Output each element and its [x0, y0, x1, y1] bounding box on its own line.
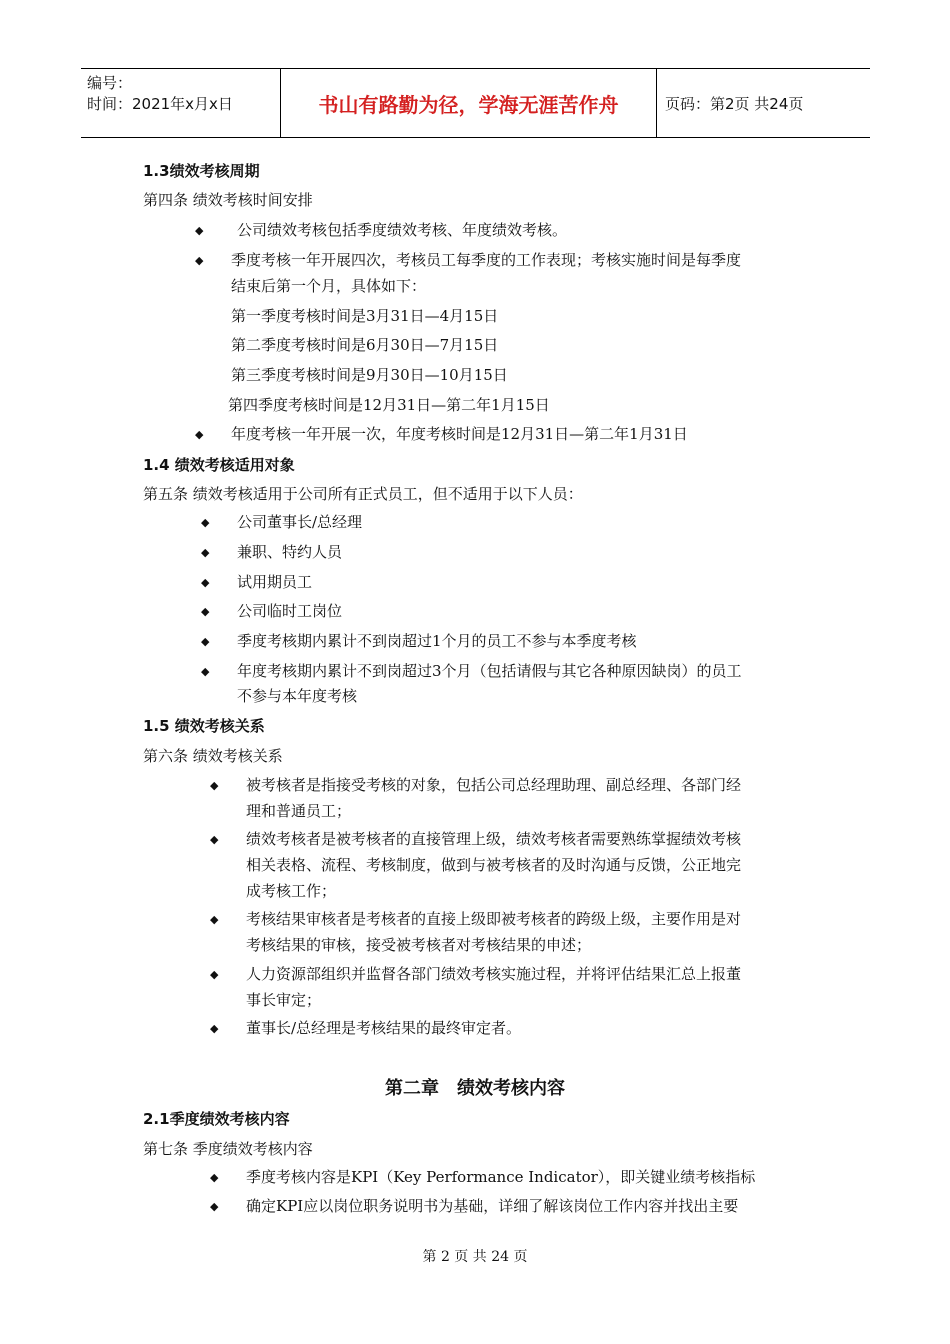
list-item: ◆ 年度考核一年开展一次，年度考核时间是12月31日—第二年1月31日	[231, 422, 688, 447]
bullet-icon: ◆	[201, 546, 210, 559]
list-item: ◆ 季度考核内容是KPI（Key Performance Indicator），即关键业绩考核指标	[246, 1165, 755, 1190]
bullet-icon: ◆	[210, 968, 219, 981]
header-meta	[81, 69, 281, 137]
section-heading-1-3: 1.3绩效考核周期	[143, 162, 260, 180]
article-4: 第四条 绩效考核时间安排	[143, 191, 313, 209]
bullet-icon: ◆	[210, 913, 219, 926]
list-item: ◆ 试用期员工	[237, 570, 312, 595]
list-item: ◆ 考核结果审核者是考核者的直接上级即被考核者的跨级上级，主要作用是对	[246, 907, 741, 932]
header-page-label: 页码：第2页 共24页	[665, 94, 804, 113]
quarter-3: 第三季度考核时间是9月30日—10月15日	[231, 366, 508, 384]
quarter-4: 第四季度考核时间是12月31日—第二年1月15日	[228, 396, 550, 414]
list-item: ◆ 季度考核一年开展四次，考核员工每季度的工作表现；考核实施时间是每季度	[231, 248, 741, 273]
bullet-icon: ◆	[195, 254, 204, 267]
list-item: ◆ 被考核者是指接受考核的对象，包括公司总经理助理、副总经理、各部门经	[246, 773, 741, 798]
page-header	[81, 68, 870, 138]
bullet-icon: ◆	[195, 428, 204, 441]
list-item-continuation: 事长审定；	[246, 991, 322, 1009]
article-5: 第五条 绩效考核适用于公司所有正式员工，但不适用于以下人员：	[143, 485, 583, 503]
list-item: ◆ 公司董事长/总经理	[237, 510, 362, 535]
article-7: 第七条 季度绩效考核内容	[143, 1140, 313, 1158]
chapter-title: 第二章 绩效考核内容	[385, 1078, 565, 1099]
list-item-continuation: 理和普通员工；	[246, 802, 352, 820]
list-item: ◆ 公司临时工岗位	[237, 599, 342, 624]
list-item: ◆ 董事长/总经理是考核结果的最终审定者。	[246, 1016, 521, 1041]
list-item: ◆ 兼职、特约人员	[237, 540, 342, 565]
bullet-icon: ◆	[210, 833, 219, 846]
list-item-continuation: 相关表格、流程、考核制度，做到与被考核者的及时沟通与反馈，公正地完	[246, 856, 742, 874]
bullet-icon: ◆	[195, 224, 204, 237]
bullet-icon: ◆	[210, 1200, 219, 1213]
bullet-icon: ◆	[201, 635, 210, 648]
number-label: 编号：	[87, 74, 133, 92]
list-item: ◆ 公司绩效考核包括季度绩效考核、年度绩效考核。	[237, 218, 567, 243]
bullet-icon: ◆	[210, 1171, 219, 1184]
section-heading-1-5: 1.5 绩效考核关系	[143, 717, 265, 735]
bullet-icon: ◆	[201, 665, 210, 678]
page-footer: 第 2 页 共 24 页	[422, 1249, 528, 1265]
list-item: ◆ 季度考核期内累计不到岗超过1个月的员工不参与本季度考核	[237, 629, 637, 654]
list-item-continuation: 结束后第一个月，具体如下：	[231, 277, 427, 295]
article-6: 第六条 绩效考核关系	[143, 747, 283, 765]
list-item-continuation: 不参与本年度考核	[237, 687, 358, 705]
list-item: ◆ 确定KPI应以岗位职务说明书为基础，详细了解该岗位工作内容并找出主要	[246, 1194, 738, 1219]
bullet-icon: ◆	[201, 576, 210, 589]
bullet-icon: ◆	[210, 1022, 219, 1035]
quarter-2: 第二季度考核时间是6月30日—7月15日	[231, 336, 499, 354]
section-heading-1-4: 1.4 绩效考核适用对象	[143, 456, 295, 474]
bullet-icon: ◆	[201, 605, 210, 618]
list-item: ◆ 年度考核期内累计不到岗超过3个月（包括请假与其它各种原因缺岗）的员工	[237, 659, 742, 684]
list-item: ◆ 绩效考核者是被考核者的直接管理上级，绩效考核者需要熟练掌握绩效考核	[246, 827, 741, 852]
list-item: ◆ 人力资源部组织并监督各部门绩效考核实施过程，并将评估结果汇总上报董	[246, 962, 741, 987]
bullet-icon: ◆	[210, 779, 219, 792]
bullet-icon: ◆	[201, 516, 210, 529]
list-item-continuation: 成考核工作；	[246, 882, 337, 900]
section-heading-2-1: 2.1季度绩效考核内容	[143, 1110, 290, 1128]
list-item-continuation: 考核结果的审核，接受被考核者对考核结果的申述；	[246, 936, 592, 954]
header-motto: 书山有路勤为径，学海无涯苦作舟	[281, 69, 657, 137]
date-label: 时间：2021年x月x日	[87, 95, 233, 113]
quarter-1: 第一季度考核时间是3月31日—4月15日	[231, 307, 499, 325]
